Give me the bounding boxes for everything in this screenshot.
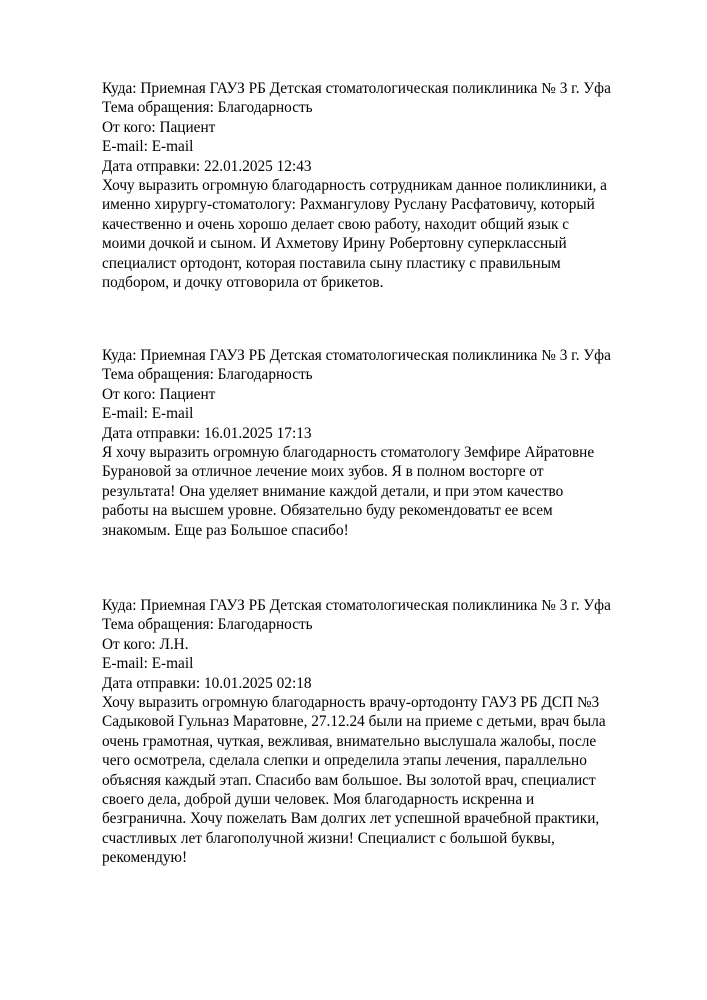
message-entry	[102, 79, 682, 292]
message-body-line: счастливых лет благополучной жизни! Специалист с большой буквы,	[102, 829, 555, 847]
message-body-line: безгранична. Хочу пожелать Вам долгих лет успешной врачебной практики,	[102, 810, 600, 828]
message-body-line: рекомендую!	[102, 849, 188, 867]
message-body-line: очень грамотная, чуткая, вежливая, внимательно выслушала жалобы, после	[102, 732, 597, 750]
recipient-line: Куда: Приемная ГАУЗ РБ Детская стоматологическая поликлиника № 3 г. Уфа	[102, 597, 611, 614]
message-body	[102, 443, 682, 540]
message-body-line: своего дела, доброй души человек. Моя благодарность искренна и	[102, 791, 535, 809]
message-body-line: качественно и очень хорошо делает свою работу, находит общий язык с	[102, 215, 570, 233]
subject-line: Тема обращения: Благодарность	[102, 366, 313, 384]
message-body-line: моими дочкой и сыном. И Ахметову Ирину Робертовну суперклассный	[102, 235, 567, 253]
message-body-line: подбором, и дочку отговорила от брикетов.	[102, 274, 384, 292]
message-entry	[102, 346, 682, 540]
message-entry	[102, 596, 682, 868]
message-body-line: объясняя каждый этап. Спасибо вам большое. Вы золотой врач, специалист	[102, 771, 596, 789]
message-body-line: Хочу выразить огромную благодарность врачу-ортодонту ГАУЗ РБ ДСП №3	[102, 694, 600, 712]
subject-line: Тема обращения: Благодарность	[102, 99, 313, 117]
message-body-line: чего осмотрела, сделала слепки и определила этапы лечения, параллельно	[102, 752, 587, 770]
message-body-line: специалист ортодонт, которая поставила сыну пластику с правильным	[102, 254, 561, 272]
date-line: Дата отправки: 22.01.2025 12:43	[102, 157, 312, 175]
message-body-line: Я хочу выразить огромную благодарность стоматологу Земфире Айратовне	[102, 444, 595, 462]
sender-line: От кого: Пациент	[102, 385, 216, 403]
date-line: Дата отправки: 16.01.2025 17:13	[102, 424, 312, 442]
message-body-line: знакомым. Еще раз Большое спасибо!	[102, 521, 349, 539]
sender-line: От кого: Л.Н.	[102, 635, 189, 653]
sender-line: От кого: Пациент	[102, 118, 216, 136]
email-line: E-mail: E-mail	[102, 138, 194, 156]
message-body-line: Бурановой за отличное лечение моих зубов. Я в полном восторге от	[102, 463, 544, 481]
message-body	[102, 693, 682, 868]
message-body	[102, 176, 682, 292]
date-line: Дата отправки: 10.01.2025 02:18	[102, 674, 312, 692]
message-body-line: результата! Она уделяет внимание каждой детали, и при этом качество	[102, 482, 564, 500]
recipient-line: Куда: Приемная ГАУЗ РБ Детская стоматологическая поликлиника № 3 г. Уфа	[102, 80, 611, 97]
email-line: E-mail: E-mail	[102, 655, 194, 673]
subject-line: Тема обращения: Благодарность	[102, 616, 313, 634]
recipient-line: Куда: Приемная ГАУЗ РБ Детская стоматологическая поликлиника № 3 г. Уфа	[102, 347, 611, 364]
message-body-line: Садыковой Гульназ Маратовне, 27.12.24 были на приеме с детьми, врач была	[102, 713, 606, 731]
email-line: E-mail: E-mail	[102, 405, 194, 423]
message-body-line: именно хирургу-стоматологу: Рахмангулову Руслану Расфатовичу, который	[102, 196, 595, 214]
message-body-line: Хочу выразить огромную благодарность сотрудникам данное поликлиники, а	[102, 177, 607, 195]
message-body-line: работы на высшем уровне. Обязательно буду рекомендоватьт ее всем	[102, 502, 553, 520]
